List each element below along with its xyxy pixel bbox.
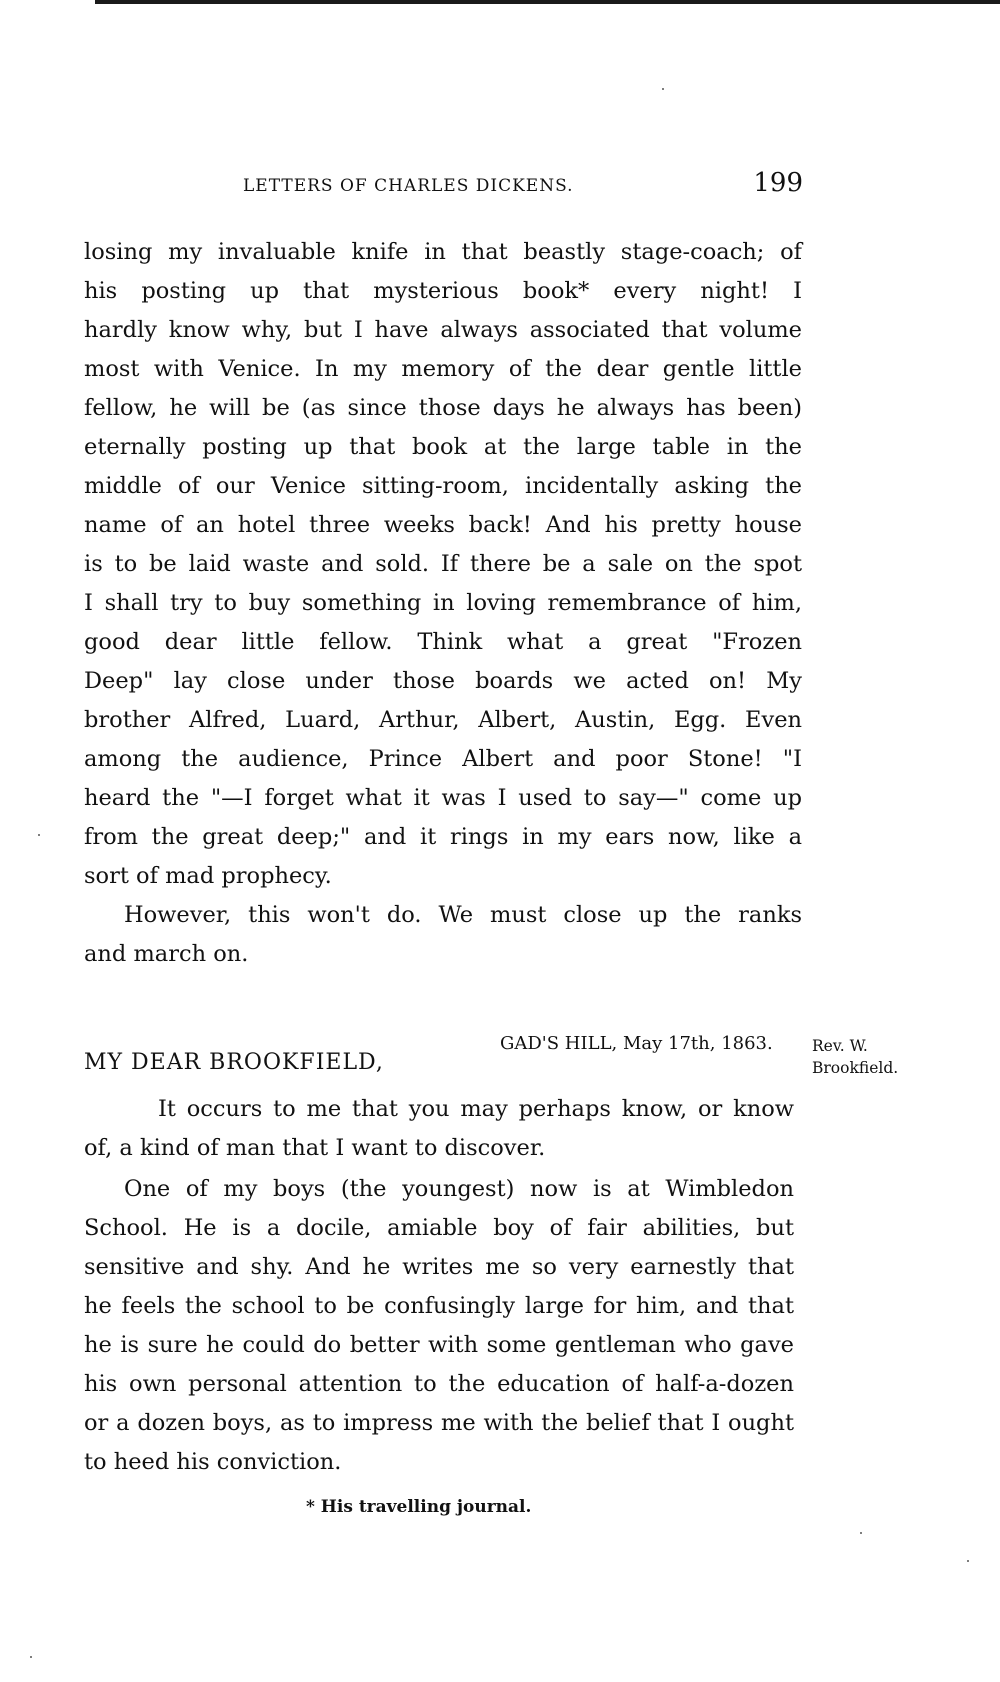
- page-header: [243, 168, 803, 208]
- paper-speck: [30, 1656, 32, 1658]
- letter-paragraph: [84, 1090, 794, 1168]
- text-line: sensitive and shy. And he writes me so very earnestly that: [84, 1254, 794, 1280]
- text-line: I shall try to buy something in loving remembrance of him,: [84, 590, 802, 616]
- text-line: of, a kind of man that I want to discover.: [84, 1135, 546, 1161]
- paragraph-close-ranks: [84, 896, 802, 974]
- footnote: * His travelling journal.: [306, 1497, 532, 1517]
- text-line: he feels the school to be confusingly large for him, and that: [84, 1293, 794, 1319]
- paper-speck: [860, 1532, 862, 1534]
- text-line: brother Alfred, Luard, Arthur, Albert, Austin, Egg. Even: [84, 707, 802, 733]
- text-line: Deep" lay close under those boards we acted on! My: [84, 668, 802, 694]
- text-line: and march on.: [84, 941, 249, 967]
- text-line: his own personal attention to the education of half-a-dozen: [84, 1371, 794, 1397]
- text-line: to heed his conviction.: [84, 1449, 342, 1475]
- text-line: he is sure he could do better with some gentleman who gave: [84, 1332, 794, 1358]
- margin-note-line: Rev. W.: [812, 1037, 868, 1055]
- text-line: from the great deep;" and it rings in my ears now, like a: [84, 824, 802, 850]
- running-title: LETTERS OF CHARLES DICKENS.: [243, 176, 574, 196]
- margin-note-line: Brookfield.: [812, 1059, 899, 1077]
- text-line: hardly know why, but I have always associated that volume: [84, 317, 802, 343]
- paper-speck: [967, 1560, 969, 1562]
- text-line: middle of our Venice sitting-room, incidentally asking the: [84, 473, 802, 499]
- top-edge-rule: [95, 0, 1000, 4]
- text-line: sort of mad prophecy.: [84, 863, 332, 889]
- letter-paragraph: [84, 1170, 794, 1482]
- letter-salutation: MY DEAR BROOKFIELD,: [84, 1050, 384, 1075]
- text-line: One of my boys (the youngest) now is at Wimbledon: [124, 1176, 794, 1202]
- text-line: or a dozen boys, as to impress me with the belief that I ought: [84, 1410, 794, 1436]
- letter-date: GAD'S HILL, May 17th, 1863.: [500, 1033, 773, 1054]
- text-line: is to be laid waste and sold. If there be a sale on the spot: [84, 551, 802, 577]
- page-number: 199: [753, 168, 803, 198]
- text-line: most with Venice. In my memory of the dear gentle little: [84, 356, 802, 382]
- text-line: among the audience, Prince Albert and poor Stone! "I: [84, 746, 802, 772]
- text-line: name of an hotel three weeks back! And his pretty house: [84, 512, 802, 538]
- paragraph-continued: [84, 233, 802, 896]
- text-line: his posting up that mysterious book* every night! I: [84, 278, 802, 304]
- text-line: However, this won't do. We must close up the ranks: [124, 902, 802, 928]
- paper-speck: [38, 834, 40, 836]
- text-line: It occurs to me that you may perhaps know, or know: [158, 1096, 794, 1122]
- text-line: fellow, he will be (as since those days he always has been): [84, 395, 802, 421]
- text-line: heard the "—I forget what it was I used to say—" come up: [84, 785, 802, 811]
- text-line: eternally posting up that book at the large table in the: [84, 434, 802, 460]
- text-line: good dear little fellow. Think what a great "Frozen: [84, 629, 802, 655]
- margin-note-recipient: [812, 1035, 898, 1079]
- text-line: School. He is a docile, amiable boy of fair abilities, but: [84, 1215, 794, 1241]
- paper-speck: [662, 88, 664, 90]
- text-line: losing my invaluable knife in that beastly stage-coach; of: [84, 239, 802, 265]
